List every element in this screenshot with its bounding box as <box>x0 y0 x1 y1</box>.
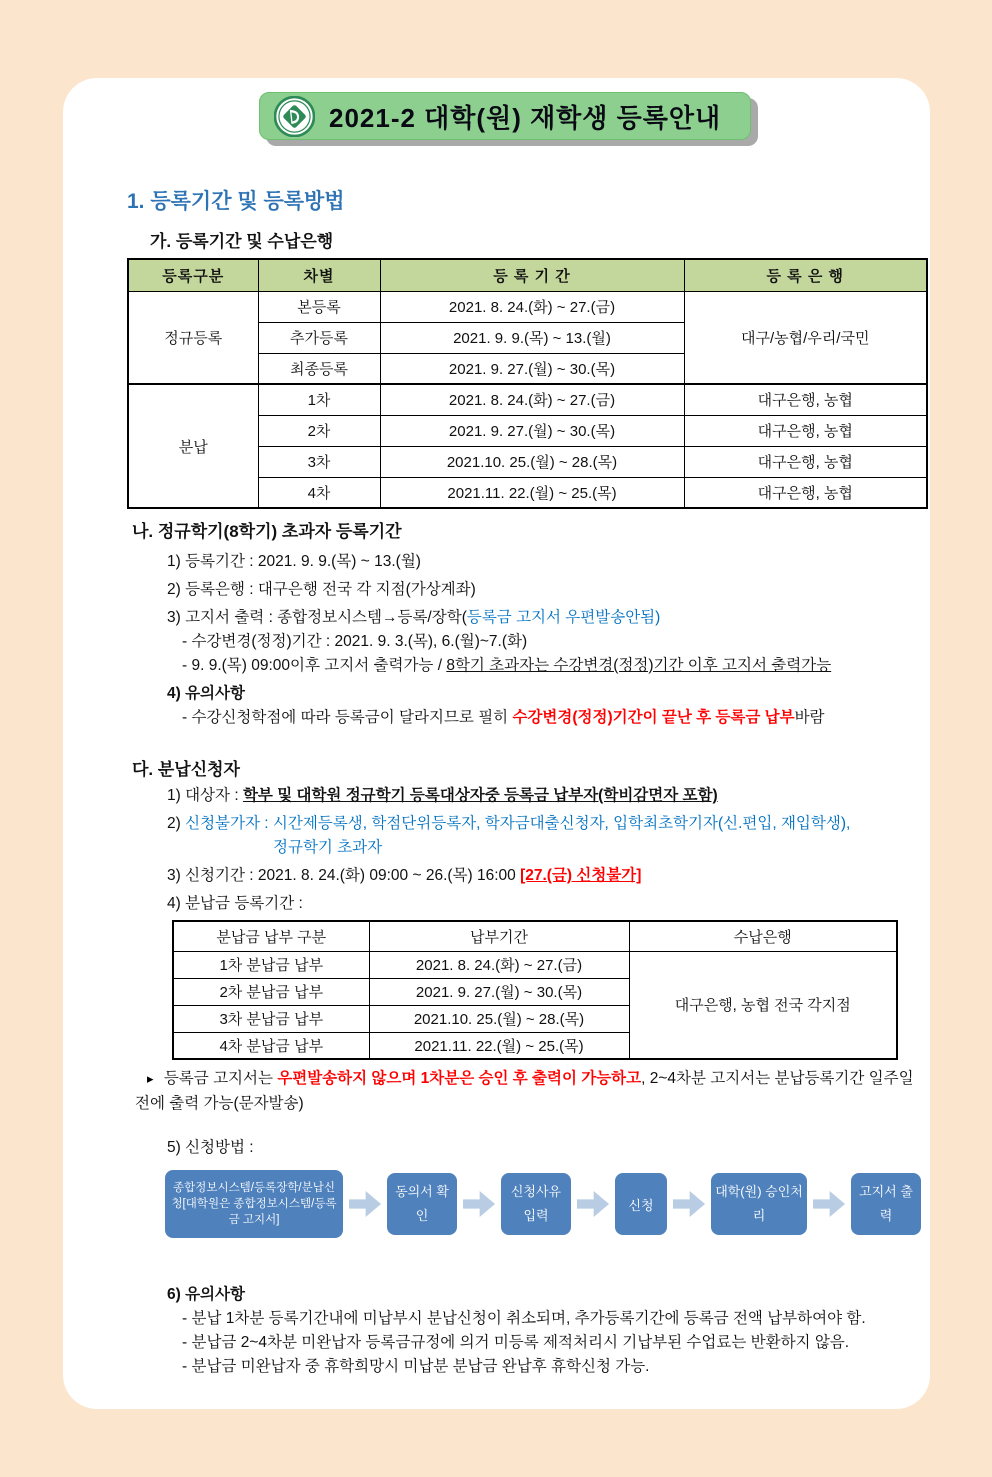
text-segment: 바람 <box>794 709 825 726</box>
list-subitem: - 수강변경(정정)기간 : 2021. 9. 3.(목), 6.(월)~7.(화) <box>182 633 528 650</box>
period-cell: 2021. 8. 24.(화) ~ 27.(금) <box>380 384 684 415</box>
list-item: 5) 신청방법 : <box>167 1139 254 1156</box>
list-item <box>167 606 896 630</box>
round-cell: 4차 분납금 납부 <box>173 1032 369 1059</box>
underlined-bold-segment: 학부 및 대학원 정규학기 등록대상자중 등록금 납부자(학비감면자 포함) <box>242 787 718 804</box>
text-segment: - 9. 9.(목) 09:00이후 고지서 출력가능 / <box>182 657 447 674</box>
sub-da-heading: 다. 분납신청자 <box>132 760 240 779</box>
caution-item: - 분납금 2~4차분 미완납자 등록금규정에 의거 미등록 제적처리시 기납부된 수업료는 반환하지 않음. <box>182 1334 850 1351</box>
text-segment: , 2~4차분 고지서는 분납등록기간 일주일전에 출력 가능(문자발송) <box>135 1070 914 1112</box>
round-cell: 3차 분납금 납부 <box>173 1005 369 1032</box>
table-row <box>128 291 927 322</box>
caution-item: - 분납 1차분 등록기간내에 미납부시 분납신청이 취소되며, 추가등록기간에 등록금 전액 납부하여야 함. <box>182 1310 866 1327</box>
period-cell: 2021.11. 22.(월) ~ 25.(목) <box>380 477 684 508</box>
flow-step-apply: 신청 <box>615 1173 667 1235</box>
flow-step-print: 고지서 출력 <box>851 1173 921 1235</box>
period-cell: 2021.11. 22.(월) ~ 25.(목) <box>369 1032 629 1059</box>
col-header: 등 록 은 행 <box>684 259 927 291</box>
list-item <box>167 812 896 836</box>
period-cell: 2021. 8. 24.(화) ~ 27.(금) <box>380 291 684 322</box>
flow-step-approval: 대학(원) 승인처리 <box>711 1173 807 1235</box>
period-cell: 2021. 8. 24.(화) ~ 27.(금) <box>369 951 629 978</box>
round-cell: 본등록 <box>258 291 380 322</box>
registration-table <box>127 258 928 509</box>
red-text-segment: 우편발송하지 않으며 1차분은 승인 후 출력이 가능하고 <box>277 1070 642 1087</box>
period-cell: 2021. 9. 27.(월) ~ 30.(목) <box>369 978 629 1005</box>
arrow-right-icon <box>463 1191 495 1217</box>
round-cell: 2차 <box>258 415 380 446</box>
arrow-right-icon <box>349 1191 381 1217</box>
period-cell: 2021. 9. 27.(월) ~ 30.(목) <box>380 353 684 384</box>
flow-step-reason: 신청사유 입력 <box>501 1173 571 1235</box>
col-header: 분납금 납부 구분 <box>173 921 369 951</box>
flow-step-portal: 종합정보시스템/등록장학/분납신청[대학원은 종합정보시스템/등록금 고지서] <box>165 1170 343 1238</box>
table-row <box>173 951 897 978</box>
triangle-bullet-icon: ▸ <box>147 1071 154 1086</box>
application-flow-diagram <box>165 1170 925 1238</box>
round-cell: 추가등록 <box>258 322 380 353</box>
text-segment: - 수강신청학점에 따라 등록금이 달라지므로 필히 <box>182 709 513 726</box>
list-item <box>167 864 896 888</box>
underlined-text-segment: 8학기 초과자는 수강변경(정정)기간 이후 고지서 출력가능 <box>446 657 832 674</box>
text-segment: 1) 대상자 : <box>167 787 243 804</box>
period-cell: 2021.10. 25.(월) ~ 28.(목) <box>380 446 684 477</box>
section-1-heading: 1. 등록기간 및 등록방법 <box>127 190 345 213</box>
list-subitem <box>182 654 896 678</box>
col-header: 수납은행 <box>629 921 897 951</box>
text-segment: 3) 신청기간 : 2021. 8. 24.(화) 09:00 ~ 26.(목) 16:00 <box>167 867 521 884</box>
university-emblem-icon <box>274 96 315 137</box>
caution-item: - 분납금 미완납자 중 휴학희망시 미납분 분납금 완납후 휴학신청 가능. <box>182 1358 650 1375</box>
round-cell: 4차 <box>258 477 380 508</box>
text-segment: 2) <box>167 815 186 832</box>
bank-cell: 대구은행, 농협 전국 각지점 <box>629 951 897 1059</box>
notice-paragraph <box>135 1066 925 1116</box>
red-text-segment: 수강변경(정정)기간이 끝난 후 등록금 납부 <box>512 709 795 726</box>
round-cell: 3차 <box>258 446 380 477</box>
flow-step-consent: 동의서 확인 <box>387 1173 457 1235</box>
page-title: 2021-2 대학(원) 재학생 등록안내 <box>329 102 722 133</box>
document-sheet <box>63 78 930 1409</box>
list-subitem <box>182 706 896 730</box>
arrow-right-icon <box>813 1191 845 1217</box>
period-cell: 2021. 9. 27.(월) ~ 30.(목) <box>380 415 684 446</box>
text-segment: 등록금 고지서는 <box>159 1070 278 1087</box>
sub-na-heading: 나. 정규학기(8학기) 초과자 등록기간 <box>132 522 402 541</box>
col-header: 납부기간 <box>369 921 629 951</box>
period-cell: 2021. 9. 9.(목) ~ 13.(월) <box>380 322 684 353</box>
bank-cell: 대구은행, 농협 <box>684 415 927 446</box>
installment-table <box>172 920 898 1060</box>
title-bar <box>259 92 751 140</box>
bank-cell: 대구은행, 농협 <box>684 446 927 477</box>
category-cell: 분납 <box>128 384 258 508</box>
bank-cell: 대구은행, 농협 <box>684 384 927 415</box>
text-segment: 3) 고지서 출력 : 종합정보시스템→등록/장학( <box>167 609 467 626</box>
round-cell: 1차 <box>258 384 380 415</box>
round-cell: 1차 분납금 납부 <box>173 951 369 978</box>
col-header: 등 록 기 간 <box>380 259 684 291</box>
list-item: 4) 유의사항 <box>167 685 245 702</box>
table-header-row <box>128 259 927 291</box>
sub-a-heading: 가. 등록기간 및 수납은행 <box>150 232 334 251</box>
col-header: 차별 <box>258 259 380 291</box>
red-underlined-segment: [27.(금) 신청불가] <box>520 867 642 884</box>
bank-cell: 대구/농협/우리/국민 <box>684 291 927 384</box>
list-item <box>167 784 896 808</box>
list-item: 6) 유의사항 <box>167 1286 245 1303</box>
round-cell: 2차 분납금 납부 <box>173 978 369 1005</box>
bank-cell: 대구은행, 농협 <box>684 477 927 508</box>
blue-text-segment: 신청불가자 : 시간제등록생, 학점단위등록자, 학자금대출신청자, 입학최초학기자(신.편입, 재입학생), <box>185 815 851 832</box>
list-item: 1) 등록기간 : 2021. 9. 9.(목) ~ 13.(월) <box>167 553 421 570</box>
period-cell: 2021.10. 25.(월) ~ 28.(목) <box>369 1005 629 1032</box>
table-header-row <box>173 921 897 951</box>
arrow-right-icon <box>577 1191 609 1217</box>
col-header: 등록구분 <box>128 259 258 291</box>
arrow-right-icon <box>673 1191 705 1217</box>
list-item: 2) 등록은행 : 대구은행 전국 각 지점(가상계좌) <box>167 581 476 598</box>
round-cell: 최종등록 <box>258 353 380 384</box>
list-subitem: 정규학기 초과자 <box>273 839 383 856</box>
blue-text-segment: 등록금 고지서 우편발송안됨) <box>466 609 661 626</box>
table-row <box>128 384 927 415</box>
list-item: 4) 분납금 등록기간 : <box>167 895 303 912</box>
category-cell: 정규등록 <box>128 291 258 384</box>
